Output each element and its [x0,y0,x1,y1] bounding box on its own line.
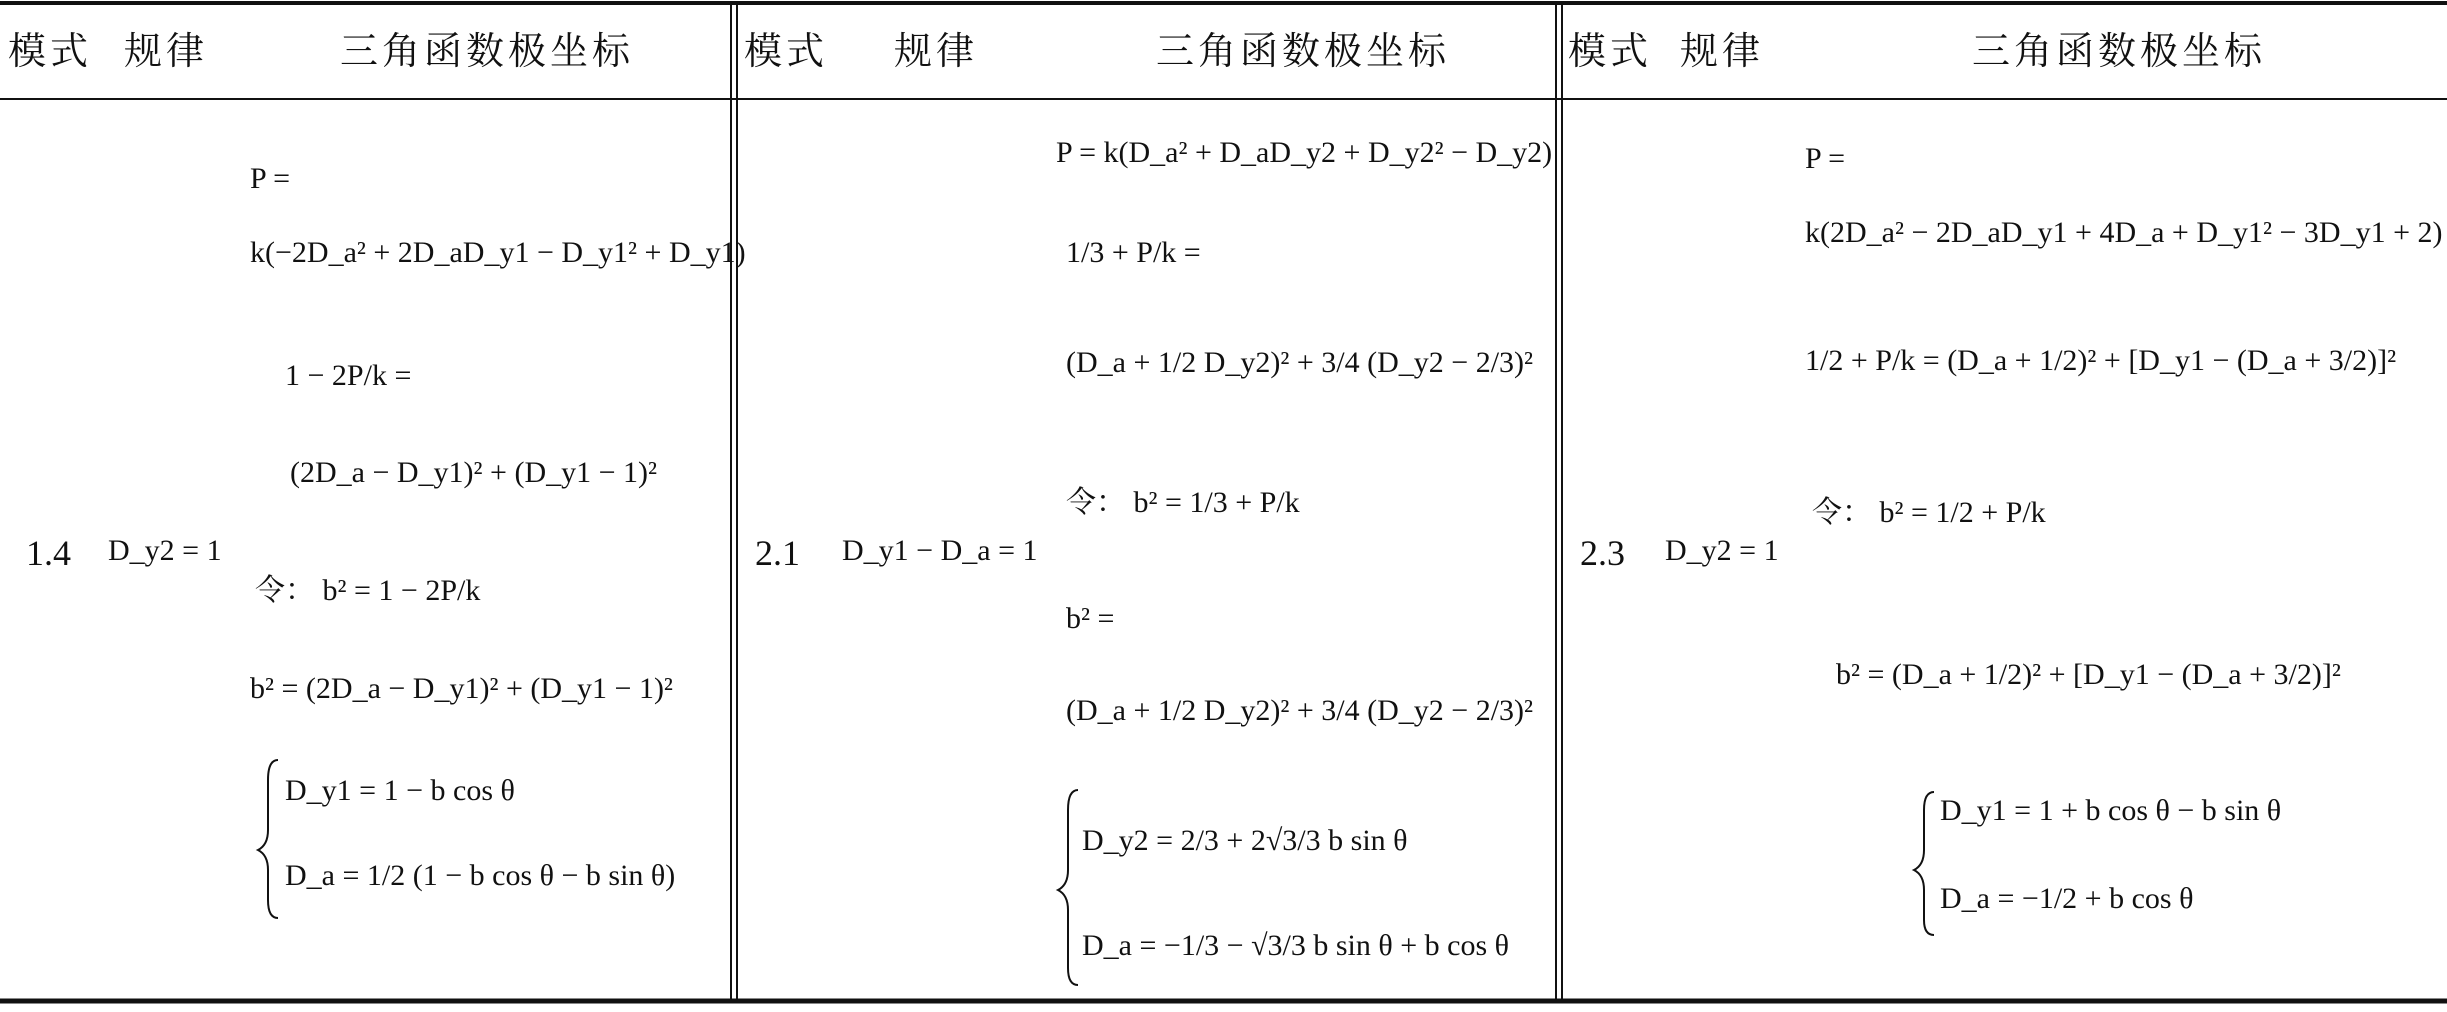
formula-line: P = [1805,142,1845,175]
mode-value-1: 1.4 [26,533,71,573]
header-mode-3: 模式 [1568,31,1653,73]
formula-line: D_y1 = 1 + b cos θ − b sin θ [1940,794,2282,827]
formula-line: P = k(D_a² + D_aD_y2 + D_y2² − D_y2) [1056,136,1553,169]
formula-line: k(2D_a² − 2D_aD_y1 + 4D_a + D_y1² − 3D_y1 + 2) [1805,216,2443,249]
formulas-mode-1 [250,162,746,918]
header-rule-1: 规律 [124,31,209,73]
row-values [26,533,1779,573]
header-rule-2: 规律 [894,31,979,73]
header-mode-1: 模式 [8,31,93,73]
rule-value-2: D_y1 − D_a = 1 [842,534,1038,567]
brace-icon [1914,792,1934,935]
rule-value-3: D_y2 = 1 [1665,534,1779,567]
header-coord-2: 三角函数极坐标 [1156,31,1451,73]
header-rule-3: 规律 [1680,31,1765,73]
mode-value-2: 2.1 [755,533,800,573]
formula-line: b² = (D_a + 1/2)² + [D_y1 − (D_a + 3/2)]² [1836,658,2341,691]
brace-icon [1058,790,1078,985]
formula-line: D_a = −1/2 + b cos θ [1940,882,2194,915]
header-mode-2: 模式 [744,31,829,73]
formulas-mode-2 [1056,136,1552,985]
formula-line: (D_a + 1/2 D_y2)² + 3/4 (D_y2 − 2/3)² [1066,694,1534,727]
formula-line: b² = [1066,602,1115,635]
header-coord-3: 三角函数极坐标 [1972,31,2267,73]
brace-icon [258,760,278,918]
formula-line: k(−2D_a² + 2D_aD_y1 − D_y1² + D_y1) [250,236,746,269]
formula-line: D_a = −1/3 − √3/3 b sin θ + b cos θ [1082,929,1510,962]
formula-line: 1/2 + P/k = (D_a + 1/2)² + [D_y1 − (D_a + 3/2)]² [1805,344,2397,377]
formula-line: P = [250,162,290,195]
header-coord-1: 三角函数极坐标 [340,31,635,73]
formula-line: (D_a + 1/2 D_y2)² + 3/4 (D_y2 − 2/3)² [1066,346,1534,379]
mode-value-3: 2.3 [1580,533,1625,573]
formula-line: 1 − 2P/k = [285,359,412,392]
rule-value-1: D_y2 = 1 [108,534,222,567]
formula-line: 令： b² = 1/2 + P/k [1812,496,2046,529]
formula-line: D_y2 = 2/3 + 2√3/3 b sin θ [1082,824,1408,857]
header-row [8,31,2266,73]
formula-line: 令： b² = 1 − 2P/k [255,574,481,607]
formula-line: 1/3 + P/k = [1066,236,1201,269]
formula-line: b² = (2D_a − D_y1)² + (D_y1 − 1)² [250,672,673,705]
formula-line: D_y1 = 1 − b cos θ [285,774,515,807]
formula-line: D_a = 1/2 (1 − b cos θ − b sin θ) [285,859,676,892]
formulas-mode-3 [1805,142,2443,935]
formula-line: (2D_a − D_y1)² + (D_y1 − 1)² [290,456,658,489]
formula-line: 令： b² = 1/3 + P/k [1066,486,1300,519]
